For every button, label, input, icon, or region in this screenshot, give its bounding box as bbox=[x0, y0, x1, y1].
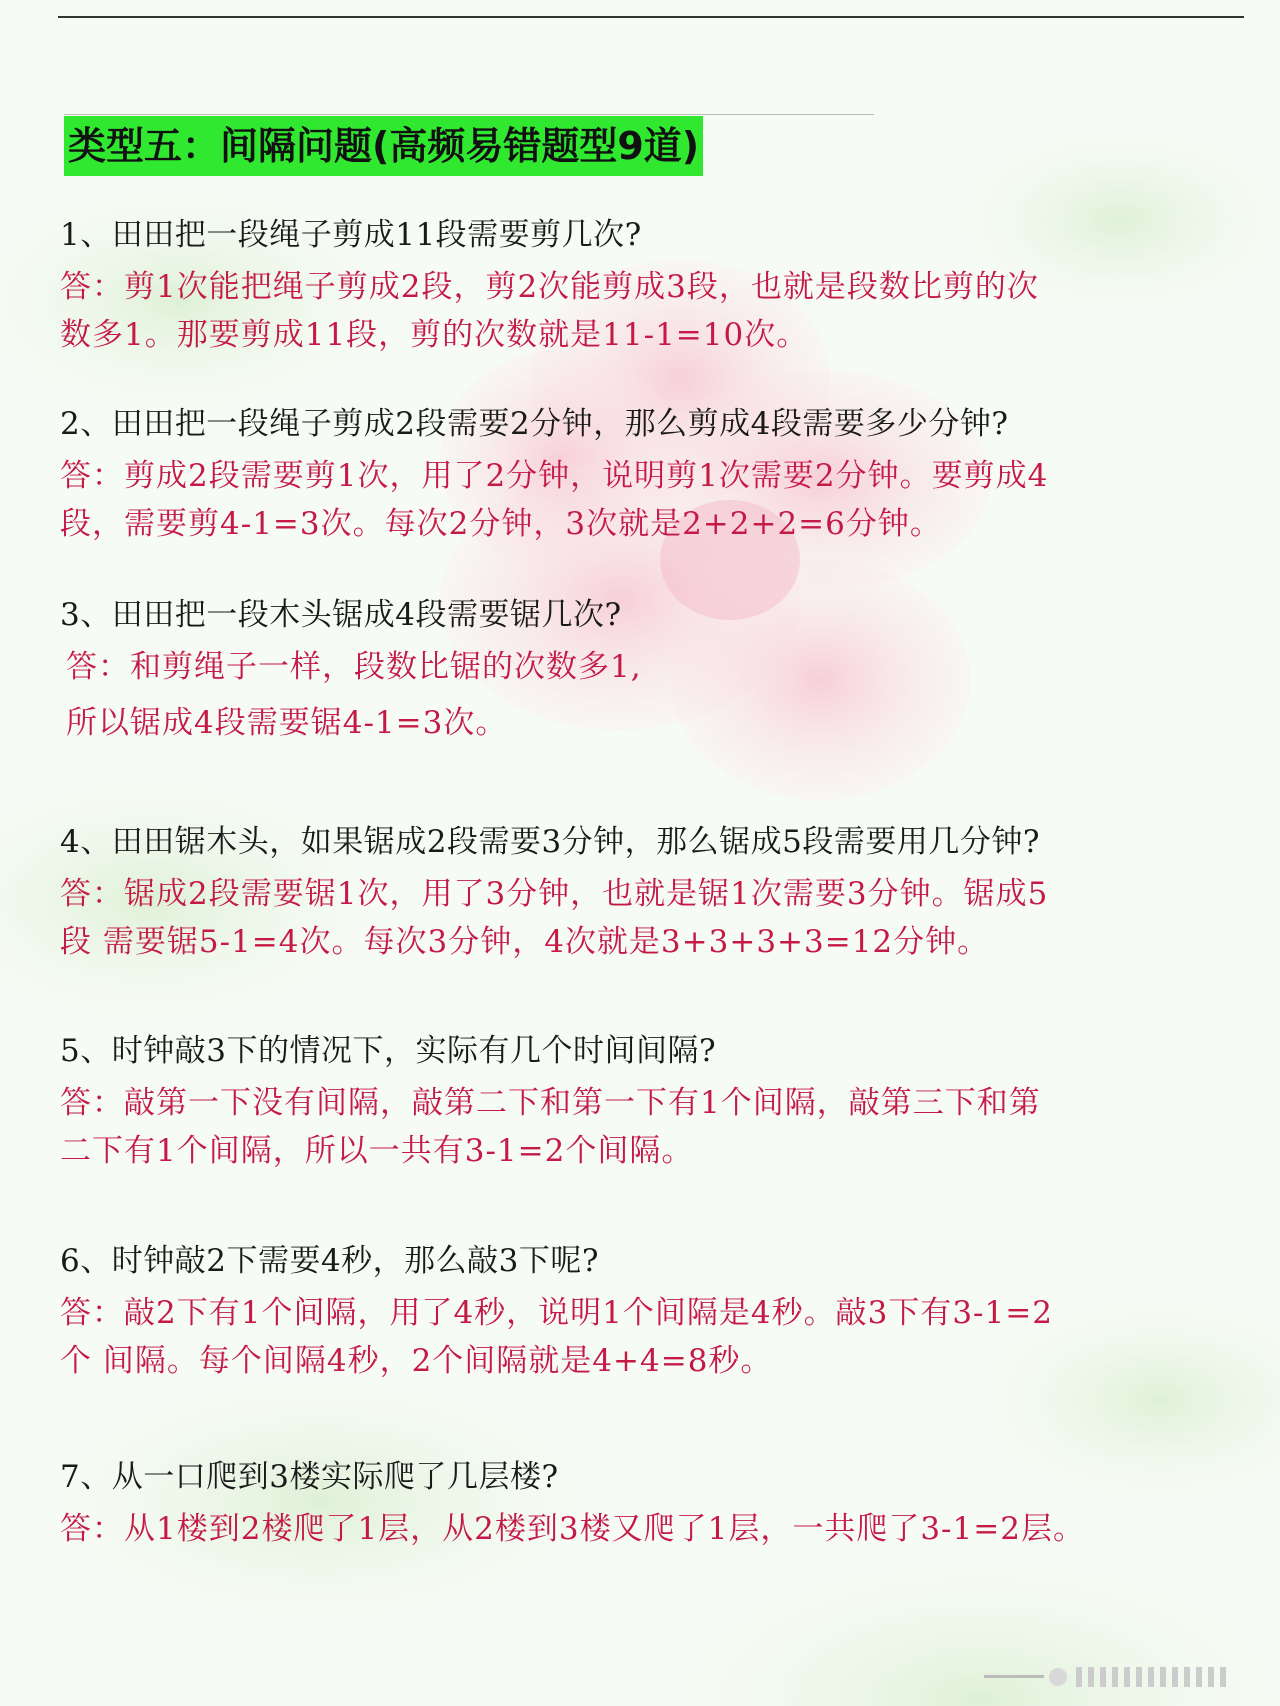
answer-line: 二下有1个间隔，所以一共有3-1=2个间隔。 bbox=[60, 1133, 694, 1169]
answer-line: 数多1。那要剪成11段，剪的次数就是11-1=10次。 bbox=[60, 317, 809, 353]
answer-text bbox=[60, 452, 1260, 548]
question-block-5 bbox=[60, 1029, 1260, 1175]
question-block-3 bbox=[60, 593, 1260, 751]
question-block-2 bbox=[60, 402, 1260, 548]
answer-line: 答：敲2下有1个间隔，用了4秒，说明1个间隔是4秒。敲3下有3-1=2 bbox=[60, 1295, 1053, 1331]
watermark-logo bbox=[984, 1664, 1244, 1690]
answer-text bbox=[60, 1505, 1260, 1553]
question-text: 7、从一口爬到3楼实际爬了几层楼? bbox=[60, 1459, 559, 1495]
answer-line: 答：从1楼到2楼爬了1层，从2楼到3楼又爬了1层，一共爬了3-1=2层。 bbox=[60, 1511, 1085, 1547]
question-block-7 bbox=[60, 1455, 1260, 1553]
question-text: 4、田田锯木头，如果锯成2段需要3分钟，那么锯成5段需要用几分钟? bbox=[60, 824, 1041, 860]
answer-line: 所以锯成4段需要锯4-1=3次。 bbox=[66, 705, 508, 741]
answer-line: 答：和剪绳子一样，段数比锯的次数多1, bbox=[66, 649, 642, 685]
question-text: 5、时钟敲3下的情况下，实际有几个时间间隔? bbox=[60, 1033, 717, 1069]
question-text: 2、田田把一段绳子剪成2段需要2分钟，那么剪成4段需要多少分钟? bbox=[60, 406, 1009, 442]
answer-line: 答：剪成2段需要剪1次，用了2分钟，说明剪1次需要2分钟。要剪成4 bbox=[60, 458, 1049, 494]
answer-line: 个 间隔。每个间隔4秒，2个间隔就是4+4=8秒。 bbox=[60, 1343, 773, 1379]
answer-line: 答：锯成2段需要锯1次，用了3分钟，也就是锯1次需要3分钟。锯成5 bbox=[60, 876, 1049, 912]
answer-text bbox=[60, 1289, 1260, 1385]
answer-text bbox=[60, 870, 1260, 966]
answer-line: 答：剪1次能把绳子剪成2段，剪2次能剪成3段，也就是段数比剪的次 bbox=[60, 269, 1039, 305]
question-block-1 bbox=[60, 213, 1260, 359]
question-block-6 bbox=[60, 1239, 1260, 1385]
answer-text bbox=[60, 1079, 1260, 1175]
question-text: 1、田田把一段绳子剪成11段需要剪几次? bbox=[60, 217, 642, 253]
answer-text bbox=[60, 639, 1260, 751]
answer-text bbox=[60, 263, 1260, 359]
question-block-4 bbox=[60, 820, 1260, 966]
answer-line: 段，需要剪4-1=3次。每次2分钟，3次就是2+2+2=6分钟。 bbox=[60, 506, 942, 542]
answer-line: 段 需要锯5-1=4次。每次3分钟，4次就是3+3+3+3=12分钟。 bbox=[60, 924, 990, 960]
section-title: 类型五：间隔问题(高频易错题型9道) bbox=[64, 116, 703, 176]
title-rule bbox=[64, 114, 874, 115]
question-text: 3、田田把一段木头锯成4段需要锯几次? bbox=[60, 597, 622, 633]
top-rule bbox=[58, 16, 1244, 18]
question-text: 6、时钟敲2下需要4秒，那么敲3下呢? bbox=[60, 1243, 600, 1279]
answer-line: 答：敲第一下没有间隔，敲第二下和第一下有1个间隔，敲第三下和第 bbox=[60, 1085, 1041, 1121]
